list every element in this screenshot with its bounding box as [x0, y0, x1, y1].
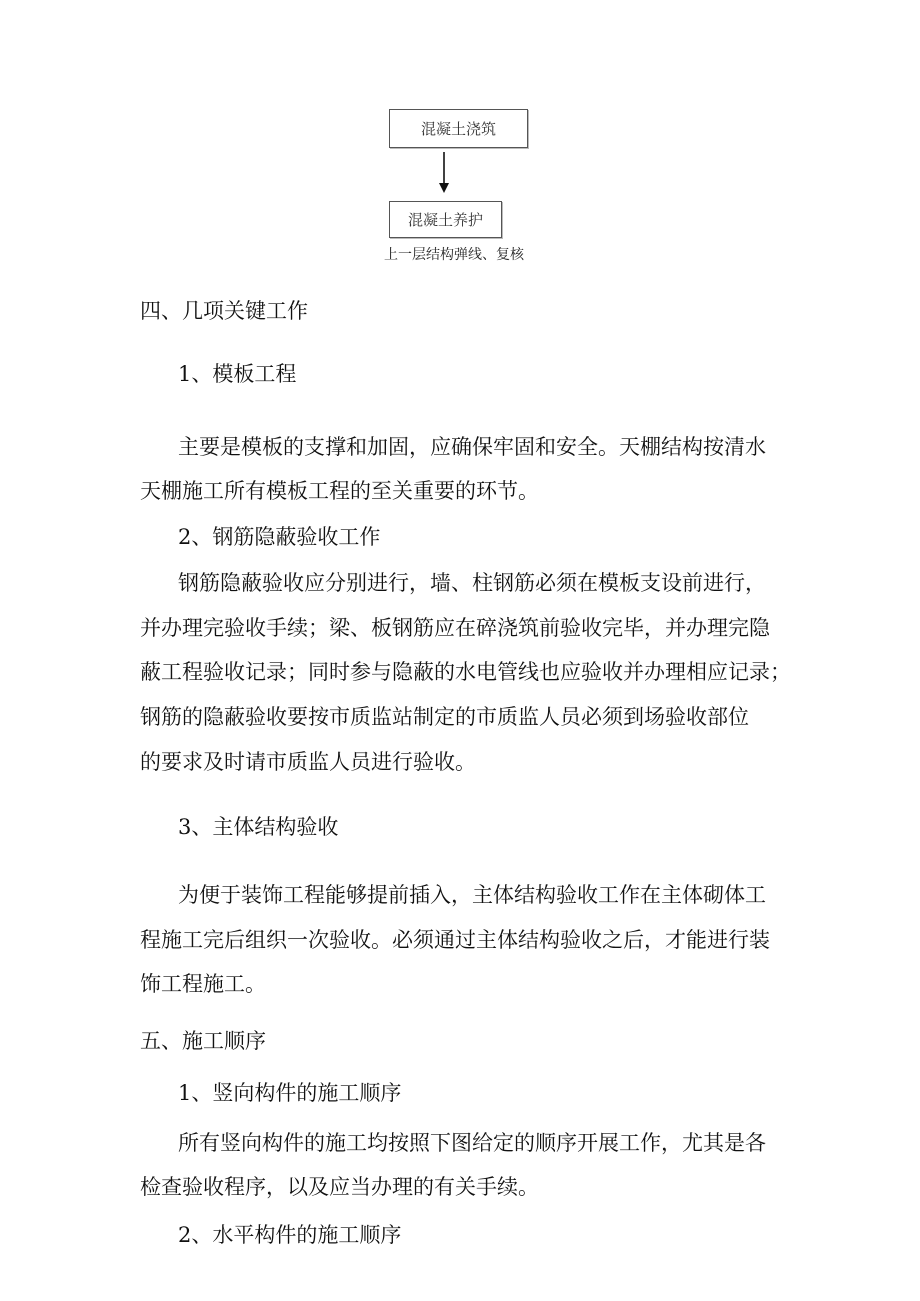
flow-step-concrete-curing [389, 201, 502, 238]
flow-step-label: 混凝土浇筑 [420, 120, 496, 138]
paragraph-line: 的要求及时请市质监人员进行验收。 [140, 750, 476, 774]
section-heading-4: 四、几项关键工作 [140, 299, 308, 323]
subsection-heading-5-2: 2、水平构件的施工顺序 [178, 1223, 402, 1247]
paragraph-line: 所有竖向构件的施工均按照下图给定的顺序开展工作，尤其是各 [178, 1131, 766, 1155]
paragraph-line: 主要是模板的支撑和加固，应确保牢固和安全。天棚结构按清水 [178, 435, 766, 459]
flowchart-caption: 上一层结构弹线、复核 [384, 247, 524, 263]
subsection-heading-4-3: 3、主体结构验收 [178, 815, 339, 839]
section-heading-5: 五、施工顺序 [140, 1029, 266, 1053]
flow-arrow-down-icon [436, 152, 452, 194]
subsection-heading-4-2: 2、钢筋隐蔽验收工作 [178, 525, 381, 549]
paragraph-line: 检查验收程序，以及应当办理的有关手续。 [140, 1175, 539, 1199]
paragraph-line: 程施工完后组织一次验收。必须通过主体结构验收之后，才能进行装 [140, 928, 770, 952]
paragraph-line: 蔽工程验收记录；同时参与隐蔽的水电管线也应验收并办理相应记录； [140, 660, 791, 684]
flow-step-concrete-pouring [389, 109, 528, 148]
flow-step-label: 混凝土养护 [407, 211, 483, 229]
subsection-heading-5-1: 1、竖向构件的施工顺序 [178, 1081, 402, 1105]
paragraph-line: 钢筋隐蔽验收应分别进行，墙、柱钢筋必须在模板支设前进行， [178, 571, 766, 595]
paragraph-line: 饰工程施工。 [140, 972, 266, 996]
paragraph-line: 天棚施工所有模板工程的至关重要的环节。 [140, 479, 539, 503]
subsection-heading-4-1: 1、模板工程 [178, 362, 297, 386]
paragraph-line: 并办理完验收手续；梁、板钢筋应在碎浇筑前验收完毕，并办理完隐 [140, 616, 770, 640]
paragraph-line: 为便于装饰工程能够提前插入，主体结构验收工作在主体砌体工 [178, 883, 766, 907]
paragraph-line: 钢筋的隐蔽验收要按市质监站制定的市质监人员必须到场验收部位 [140, 705, 749, 729]
